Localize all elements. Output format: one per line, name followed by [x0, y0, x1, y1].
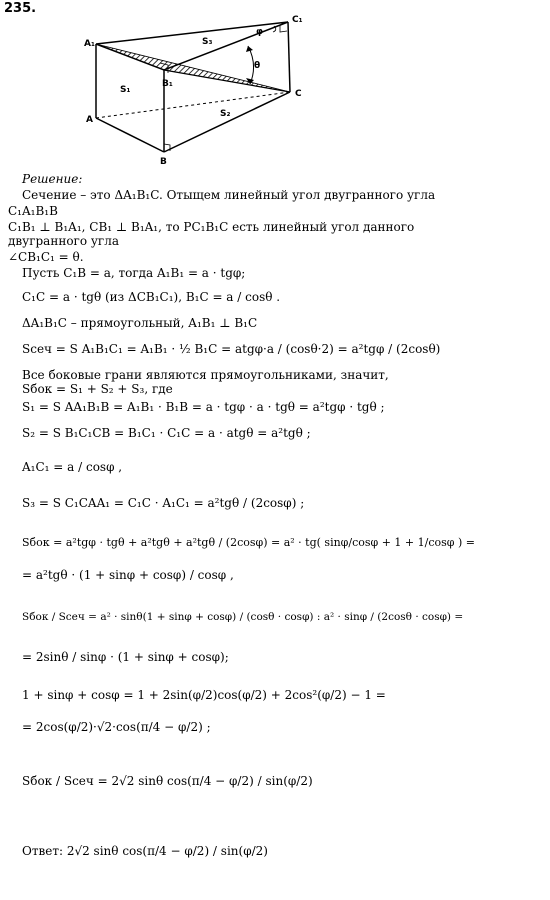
label-theta: θ	[254, 61, 261, 71]
formula-line: 1 + sinφ + cosφ = 1 + 2sin(φ/2)cos(φ/2) + 2cos²(φ/2) − 1 =	[22, 688, 386, 702]
answer-line: Ответ: 2√2 sinθ cos(π/4 − φ/2) / sin(φ/2)	[22, 844, 268, 858]
formula-line: Sбок = a²tgφ · tgθ + a²tgθ + a²tgθ / (2cosφ) = a² · tg( sinφ/cosφ + 1 + 1/cosφ ) =	[22, 536, 475, 549]
label-A: A	[86, 115, 93, 125]
formula-line: S₁ = S AA₁B₁B = A₁B₁ · B₁B = a · tgφ · a · tgθ = a²tgφ · tgθ ;	[22, 400, 385, 414]
formula-line: Sсеч = S A₁B₁C₁ = A₁B₁ · ½ B₁C = atgφ·a / (cosθ·2) = a²tgφ / (2cosθ)	[22, 342, 441, 356]
solution-line: C₁A₁B₁B	[8, 204, 58, 218]
label-C: C	[295, 89, 302, 99]
prism-figure	[60, 10, 340, 170]
solution-line: ΔA₁B₁C – прямоугольный, A₁B₁ ⊥ B₁C	[22, 316, 258, 330]
solution-heading: Решение:	[22, 172, 83, 186]
solution-line: Пусть C₁B = a, тогда A₁B₁ = a · tgφ;	[22, 266, 246, 280]
formula-line: = 2sinθ / sinφ · (1 + sinφ + cosφ);	[22, 650, 229, 664]
label-S3: S₃	[202, 37, 213, 47]
formula-line: C₁C = a · tgθ (из ΔCB₁C₁), B₁C = a / cosθ .	[22, 290, 281, 304]
label-S2: S₂	[220, 109, 231, 119]
formula-line: = a²tgθ · (1 + sinφ + cosφ) / cosφ ,	[22, 568, 234, 582]
solution-line: Сечение – это ΔA₁B₁C. Отыщем линейный угол двугранного угла	[22, 188, 436, 202]
solution-line: C₁B₁ ⊥ B₁A₁, CB₁ ⊥ B₁A₁, то PC₁B₁C есть линейный угол данного	[8, 220, 415, 234]
formula-line: A₁C₁ = a / cosφ ,	[22, 460, 123, 474]
label-B1: B₁	[162, 79, 173, 89]
label-S1: S₁	[120, 85, 131, 95]
formula-line: Sбок / Sсеч = a² · sinθ(1 + sinφ + cosφ) / (cosθ · cosφ) : a² · sinφ / (2cosθ · cosφ) =	[22, 611, 464, 623]
label-A1: A₁	[84, 39, 95, 49]
formula-line: = 2cos(φ/2)·√2·cos(π/4 − φ/2) ;	[22, 720, 211, 734]
label-C1: C₁	[292, 15, 303, 25]
problem-number: 235.	[4, 1, 37, 16]
formula-line: S₃ = S C₁CAA₁ = C₁C · A₁C₁ = a²tgθ / (2cosφ) ;	[22, 496, 305, 510]
formula-line: Sбок / Sсеч = 2√2 sinθ cos(π/4 − φ/2) / sin(φ/2)	[22, 774, 313, 788]
solution-line: двугранного угла	[8, 234, 119, 248]
solution-line: Все боковые грани являются прямоугольниками, значит,	[22, 368, 389, 382]
label-B: B	[160, 157, 167, 167]
solution-line: Sбок = S₁ + S₂ + S₃, где	[22, 382, 173, 396]
solution-line: ∠CB₁C₁ = θ.	[8, 250, 84, 264]
formula-line: S₂ = S B₁C₁CB = B₁C₁ · C₁C = a · atgθ = a²tgθ ;	[22, 426, 311, 440]
label-phi: φ	[256, 27, 264, 37]
